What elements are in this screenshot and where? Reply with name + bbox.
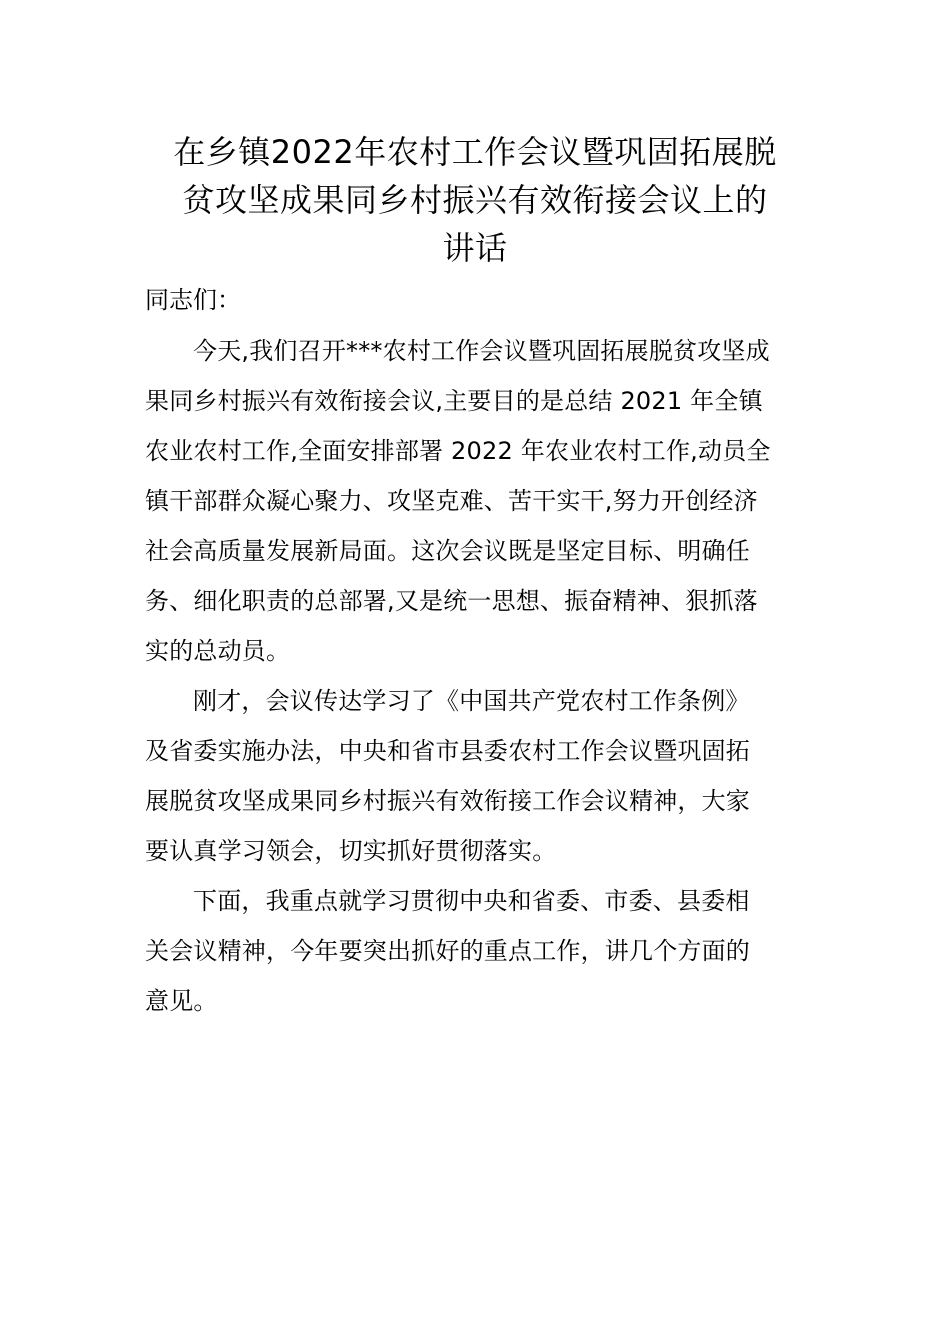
paragraph-2-line: 刚才，会议传达学习了《中国共产党农村工作条例》 — [193, 687, 750, 715]
title-line-2: 贫攻坚成果同乡村振兴有效衔接会议上的 — [182, 181, 768, 219]
salutation: 同志们： — [145, 286, 241, 314]
paragraph-3-line: 关会议精神，今年要突出抓好的重点工作，讲几个方面的 — [145, 937, 750, 965]
document-title — [140, 128, 810, 272]
paragraph-1-line: 农业农村工作,全面安排部署 2022 年农业农村工作,动员全 — [145, 437, 771, 465]
paragraph-2-line: 要认真学习领会，切实抓好贯彻落实。 — [145, 837, 557, 865]
title-line-3: 讲话 — [442, 229, 508, 267]
paragraph-2-line: 及省委实施办法，中央和省市县委农村工作会议暨巩固拓 — [145, 737, 750, 765]
paragraph-1-line: 今天,我们召开***农村工作会议暨巩固拓展脱贫攻坚成 — [193, 337, 770, 365]
paragraph-1-line: 社会高质量发展新局面。这次会议既是坚定目标、明确任 — [145, 537, 750, 565]
paragraph-1-line: 实的总动员。 — [145, 637, 291, 665]
title-line-1: 在乡镇2022年农村工作会议暨巩固拓展脱 — [173, 133, 777, 171]
paragraph-1-line: 镇干部群众凝心聚力、攻坚克难、苦干实干,努力开创经济 — [145, 487, 758, 515]
paragraph-1-line: 果同乡村振兴有效衔接会议,主要目的是总结 2021 年全镇 — [145, 387, 763, 415]
paragraph-3-line: 意见。 — [145, 987, 218, 1015]
paragraph-2-line: 展脱贫攻坚成果同乡村振兴有效衔接工作会议精神，大家 — [145, 787, 750, 815]
paragraph-1-line: 务、细化职责的总部署,又是统一思想、振奋精神、狠抓落 — [145, 587, 758, 615]
paragraph-3-line: 下面，我重点就学习贯彻中央和省委、市委、县委相 — [193, 887, 750, 915]
